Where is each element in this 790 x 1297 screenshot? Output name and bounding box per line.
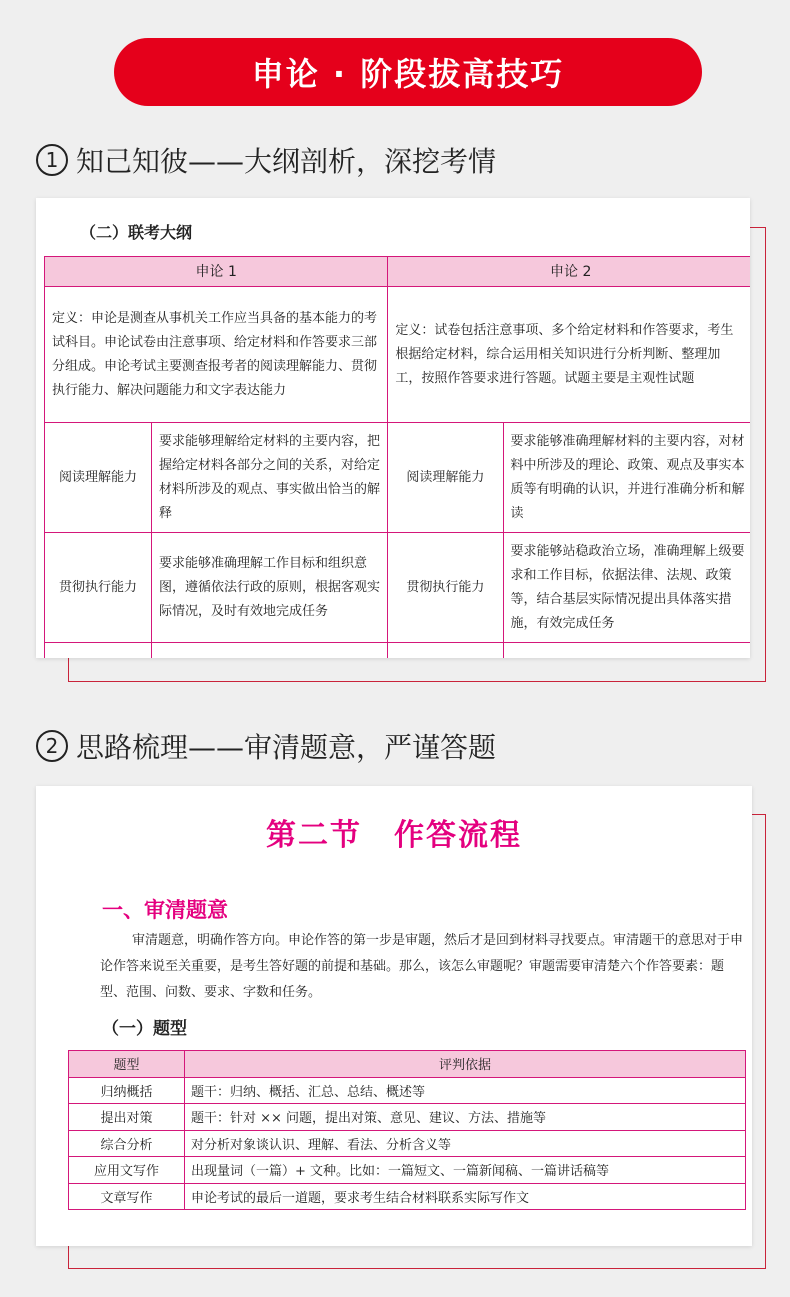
types-header-row (69, 1051, 746, 1078)
outline-row (45, 423, 751, 533)
outline-row-label: 阅读理解能力 (45, 423, 152, 533)
table-row (69, 1157, 746, 1184)
outline-definition-2: 定义：试卷包括注意事项、多个给定材料和作答要求，考生根据给定材料，综合运用相关知识进行分析判断、整理加工，按照作答要求进行答题。试题主要是主观性试题 (388, 287, 750, 423)
doc-heading: 一、审清题意 (102, 898, 228, 922)
outline-subtitle: （二）联考大纲 (80, 223, 193, 242)
outline-row-desc: 要求能够准确理解工作目标和组织意图，遵循依法行政的原则，根据客观实际情况，及时有效地完成任务 (152, 533, 388, 643)
basis-cell: 对分析对象谈认识、理解、看法、分析含义等 (185, 1130, 746, 1157)
doc-section-title: 第二节 作答流程 (266, 818, 522, 853)
outline-table (44, 256, 750, 658)
outline-header-2: 申论 2 (388, 257, 750, 287)
table-row (69, 1130, 746, 1157)
section-2-heading (36, 726, 496, 766)
outline-row-label: 贯彻执行能力 (45, 533, 152, 643)
basis-cell: 题干：针对 ×× 问题，提出对策、意见、建议、方法、措施等 (185, 1104, 746, 1131)
basis-cell: 出现量词（一篇）+ 文种。比如：一篇短文、一篇新闻稿、一篇讲话稿等 (185, 1157, 746, 1184)
table-row (69, 1104, 746, 1131)
table-row (69, 1183, 746, 1210)
types-header-basis: 评判依据 (185, 1051, 746, 1078)
outline-row (45, 533, 751, 643)
section-1-number: 1 (36, 144, 68, 176)
type-cell: 综合分析 (69, 1130, 185, 1157)
process-card (36, 786, 752, 1246)
outline-header-row (45, 257, 751, 287)
outline-header-1: 申论 1 (45, 257, 388, 287)
outline-row-label: 贯彻执行能力 (388, 533, 503, 643)
outline-row-desc: 要求能够站稳政治立场，准确理解上级要求和工作目标，依据法律、法规、政策等，结合基层实际情况提出具体落实措施，有效完成任务 (503, 533, 750, 643)
outline-row-desc: 要求能够准确理解材料的主要内容，对材料中所涉及的理论、政策、观点及事实本质等有明确的认识，并进行准确分析和解读 (503, 423, 750, 533)
basis-cell: 题干：归纳、概括、汇总、总结、概述等 (185, 1077, 746, 1104)
types-header-type: 题型 (69, 1051, 185, 1078)
section-2-title: 思路梳理——审清题意，严谨答题 (76, 731, 497, 764)
basis-cell: 申论考试的最后一道题，要求考生结合材料联系实际写作文 (185, 1183, 746, 1210)
outline-definition-row (45, 287, 751, 423)
section-1-title: 知己知彼——大纲剖析，深挖考情 (76, 145, 497, 178)
doc-paragraph: 审清题意，明确作答方向。申论作答的第一步是审题，然后才是回到材料寻找要点。审清题干的意思对于申论作答来说至关重要，是考生答好题的前提和基础。那么，该怎么审题呢？审题需要审清楚六个作答要素：题型、范围、问数、要求、字数和任务。 (100, 933, 744, 1000)
outline-definition-1: 定义：申论是测查从事机关工作应当具备的基本能力的考试科目。申论试卷由注意事项、给定材料和作答要求三部分组成。申论考试主要测查报考者的阅读理解能力、贯彻执行能力、解决问题能力和文字表达能力 (45, 287, 388, 423)
type-cell: 归纳概括 (69, 1077, 185, 1104)
banner-title: 申论 · 阶段拔高技巧 (114, 38, 702, 106)
section-2-number: 2 (36, 730, 68, 762)
type-cell: 文章写作 (69, 1183, 185, 1210)
question-types-table (68, 1050, 746, 1210)
type-cell: 应用文写作 (69, 1157, 185, 1184)
section-1-heading (36, 140, 496, 180)
outline-card (36, 198, 750, 658)
outline-row-label: 阅读理解能力 (388, 423, 503, 533)
doc-subheading: （一）题型 (102, 1019, 187, 1039)
type-cell: 提出对策 (69, 1104, 185, 1131)
table-row (69, 1077, 746, 1104)
outline-row-desc: 要求能够理解给定材料的主要内容，把握给定材料各部分之间的关系，对给定材料所涉及的观点、事实做出恰当的解释 (152, 423, 388, 533)
outline-row-cutoff (45, 643, 751, 659)
